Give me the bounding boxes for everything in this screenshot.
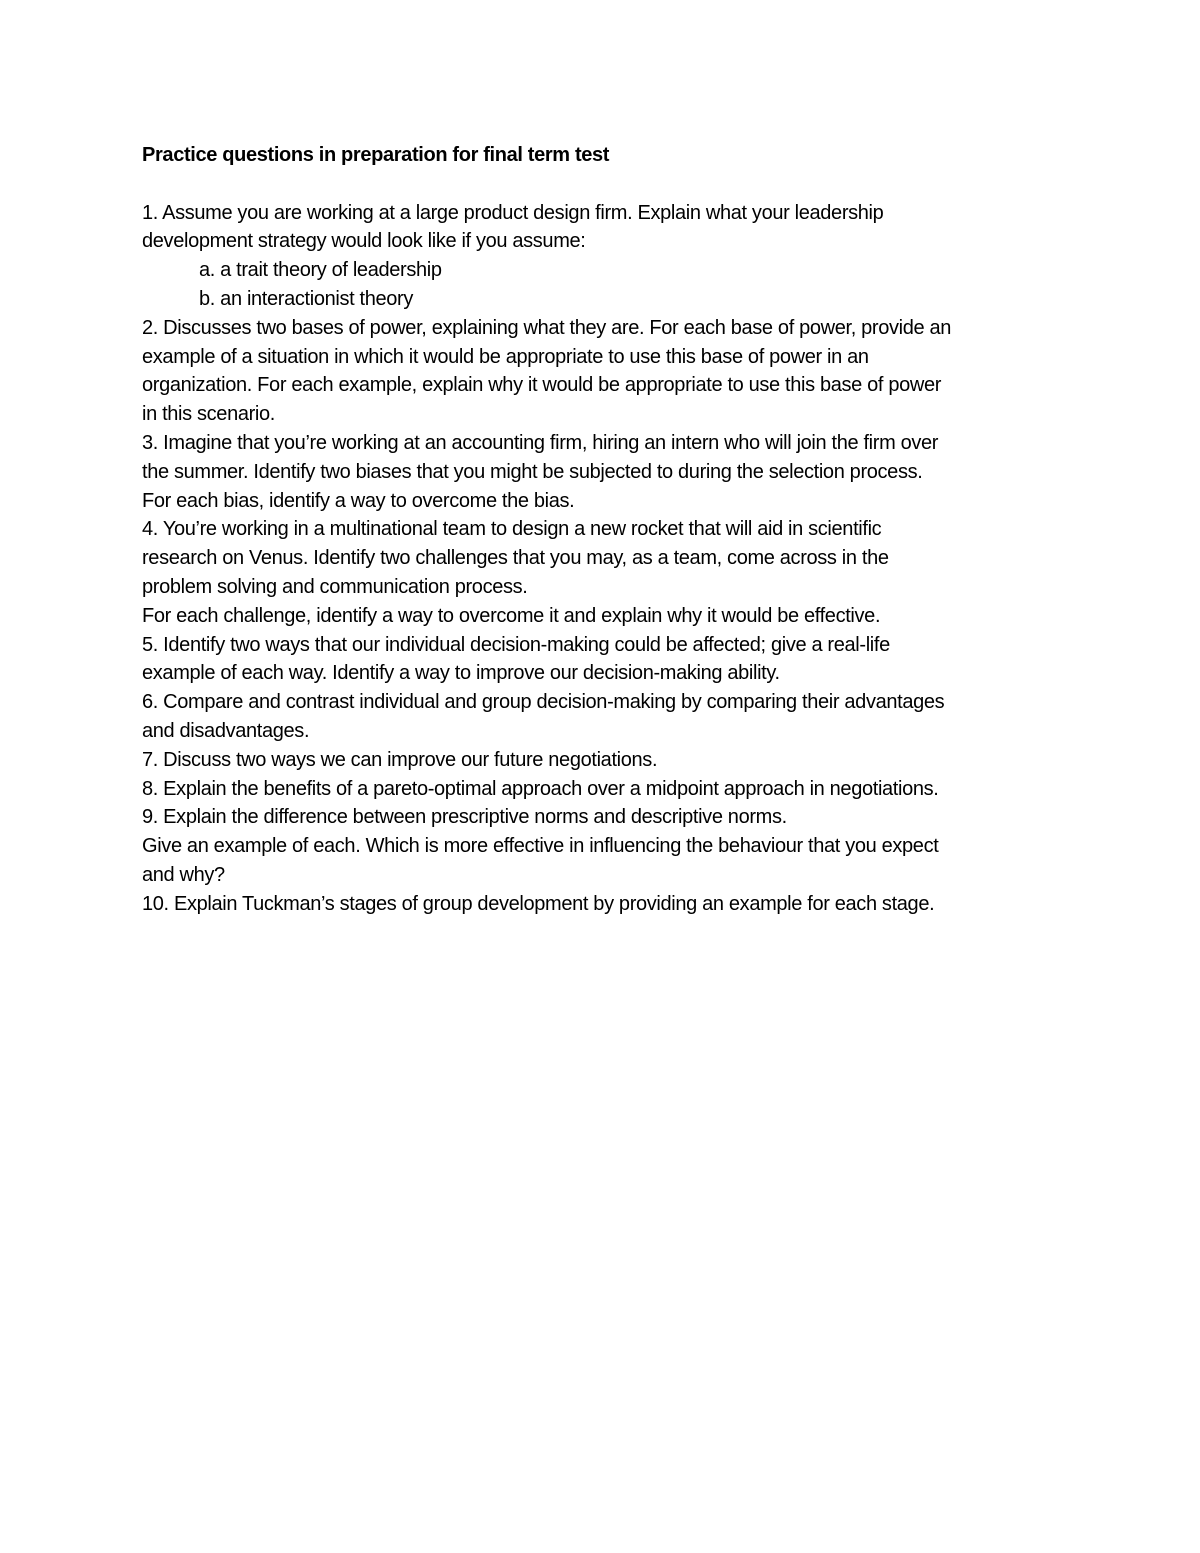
document-title: Practice questions in preparation for final term test	[142, 144, 610, 166]
question-9-line-3: and why?	[142, 863, 225, 886]
document-body	[142, 141, 1072, 919]
question-3-line-2: the summer. Identify two biases that you might be subjected to during the selection process.	[142, 460, 923, 483]
blank-line	[142, 170, 1072, 199]
question-4-line-1: 4. You’re working in a multinational team to design a new rocket that will aid in scientific	[142, 518, 882, 541]
question-1-line-1: 1. Assume you are working at a large product design firm. Explain what your leadership	[142, 201, 884, 224]
question-8-line-1: 8. Explain the benefits of a pareto-optimal approach over a midpoint approach in negotiations.	[142, 777, 939, 800]
question-2-line-3: organization. For each example, explain why it would be appropriate to use this base of power	[142, 374, 942, 397]
question-6-line-2: and disadvantages.	[142, 719, 310, 742]
question-6-line-1: 6. Compare and contrast individual and group decision-making by comparing their advantages	[142, 691, 945, 714]
question-1-option-b: b. an interactionist theory	[199, 287, 414, 310]
question-2-line-4: in this scenario.	[142, 403, 276, 426]
question-7-line-1: 7. Discuss two ways we can improve our future negotiations.	[142, 748, 658, 771]
question-5-line-2: example of each way. Identify a way to improve our decision-making ability.	[142, 662, 780, 685]
question-4-line-2: research on Venus. Identify two challenges that you may, as a team, come across in the	[142, 547, 889, 570]
question-3-line-3: For each bias, identify a way to overcome the bias.	[142, 489, 575, 512]
question-1-option-a: a. a trait theory of leadership	[199, 259, 442, 282]
question-3-line-1: 3. Imagine that you’re working at an accounting firm, hiring an intern who will join the firm over	[142, 431, 939, 454]
question-5-line-1: 5. Identify two ways that our individual decision-making could be affected; give a real-life	[142, 633, 890, 656]
question-9-line-2: Give an example of each. Which is more effective in influencing the behaviour that you expect	[142, 835, 939, 858]
question-4-line-3: problem solving and communication process.	[142, 575, 528, 598]
question-10-line-1: 10. Explain Tuckman’s stages of group development by providing an example for each stage.	[142, 892, 935, 915]
question-2-line-1: 2. Discusses two bases of power, explaining what they are. For each base of power, provide an	[142, 316, 952, 339]
question-1-line-2: development strategy would look like if you assume:	[142, 230, 586, 253]
question-4-line-4: For each challenge, identify a way to overcome it and explain why it would be effective.	[142, 604, 881, 627]
question-2-line-2: example of a situation in which it would be appropriate to use this base of power in an	[142, 345, 869, 368]
question-9-line-1: 9. Explain the difference between prescriptive norms and descriptive norms.	[142, 806, 787, 829]
